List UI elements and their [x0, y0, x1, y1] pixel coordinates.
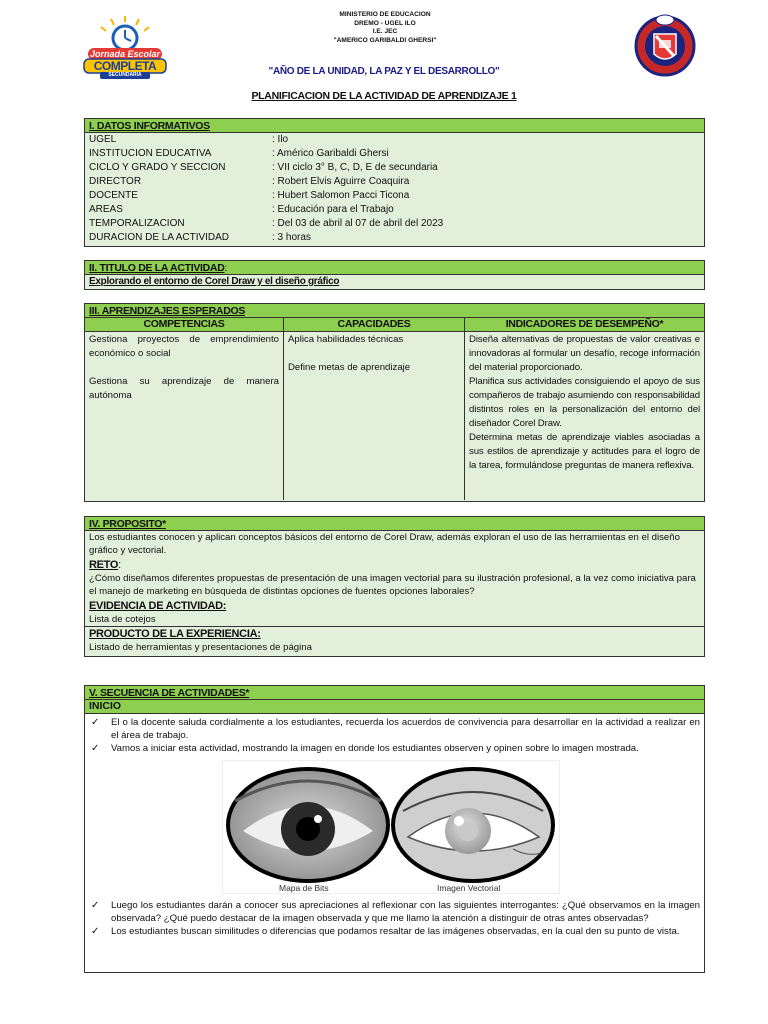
column-header-capacidades: CAPACIDADES [283, 318, 464, 332]
info-label: INSTITUCION EDUCATIVA [89, 148, 212, 159]
learning-table [85, 318, 704, 500]
info-value: : Robert Elvis Aguirre Coaquira [272, 176, 410, 187]
info-value: : Ilo [272, 134, 289, 145]
checkmark-icon: ✓ [91, 717, 100, 728]
producto-label: PRODUCTO DE LA EXPERIENCIA: [89, 628, 261, 641]
proposito-text: Los estudiantes conocen y aplican conceptos básicos del entorno de Corel Draw, además exploran el uso de las herramientas en el diseño gráfico y vectorial. [89, 532, 680, 557]
logo-text-completa: COMPLETA [93, 59, 157, 73]
year-motto: "AÑO DE LA UNIDAD, LA PAZ Y EL DESARROLLO" [268, 66, 500, 77]
info-row [89, 203, 700, 217]
info-row [89, 189, 700, 203]
list-item [85, 925, 704, 938]
info-row [89, 217, 700, 231]
indicador-item: Diseña alternativas de propuestas de valor creativas e innovadoras al formular un desafío, recoge información del material proporcionado. [469, 334, 700, 373]
inicio-subheading: INICIO [85, 700, 704, 714]
institution-header [240, 11, 530, 45]
proposito-body [85, 531, 704, 654]
info-label: DIRECTOR [89, 176, 142, 187]
cell-indicadores [464, 332, 704, 500]
cell-competencias [85, 332, 283, 500]
info-row [89, 231, 700, 245]
info-row [89, 175, 700, 189]
activity-step-text: El o la docente saluda cordialmente a los estudiantes, recuerda los acuerdos de convivencia para desarrollar en la actividad a realizar en el área de trabajo. [111, 717, 700, 742]
info-label: CICLO Y GRADO Y SECCION [89, 162, 226, 173]
evidencia-text: Lista de cotejos [89, 613, 156, 625]
info-label: DOCENTE [89, 190, 138, 201]
section-heading-text: II. TITULO DE LA ACTIVIDAD [89, 262, 225, 274]
info-row [89, 133, 700, 147]
cell-capacidades [283, 332, 464, 500]
section-proposito [84, 516, 705, 657]
section-heading [85, 261, 704, 275]
indicador-item: Determina metas de aprendizaje viables asociadas a sus estilos de aprendizaje y actitudes para el logro de la tarea, formulándose preguntas de manera reflexiva. [469, 432, 700, 471]
vector-eye-icon [391, 767, 555, 883]
competencia-item: Gestiona su aprendizaje de manera autónoma [89, 376, 279, 401]
checkmark-icon: ✓ [91, 899, 100, 911]
section-datos-informativos [84, 118, 705, 247]
header-line-dremo: DREMO - UGEL ILO [354, 19, 416, 27]
competencia-item: Gestiona proyectos de emprendimiento económico o social [89, 334, 279, 359]
activity-step-text: Vamos a iniciar esta actividad, mostrando la imagen en donde los estudiantes observen y opinen sobre lo imagen mostrada. [111, 743, 639, 755]
info-row [89, 147, 700, 161]
info-value: : Hubert Salomon Pacci Ticona [272, 190, 410, 201]
indicador-item: Planifica sus actividades consiguiendo el apoyo de sus compañeros de trabajo asumiendo con responsabilidad distintos roles en la personalización del entorno del diseñador Corel Draw. [469, 376, 700, 429]
section-heading: V. SECUENCIA DE ACTIVIDADES* [85, 686, 704, 700]
section-heading: IV. PROPOSITO* [85, 517, 704, 531]
info-label: DURACION DE LA ACTIVIDAD [89, 232, 230, 243]
bitmap-eye-icon [226, 767, 390, 883]
reto-label-text: RETO [89, 558, 119, 571]
activity-title: Explorando el entorno de Corel Draw y el diseño gráfico [89, 276, 340, 287]
section-titulo-actividad [84, 260, 705, 290]
info-value: : Del 03 de abril al 07 de abril del 2023 [272, 218, 444, 229]
info-label: TEMPORALIZACION [89, 218, 185, 229]
list-item [85, 716, 704, 742]
info-value: : Américo Garibaldi Ghersi [272, 148, 389, 159]
section-heading-suffix: : [224, 262, 228, 274]
checkmark-icon: ✓ [91, 743, 100, 755]
section-heading: I. DATOS INFORMATIVOS [85, 119, 704, 133]
info-label: AREAS [89, 204, 123, 215]
info-value: : VII ciclo 3° B, C, D, E de secundaria [272, 162, 438, 173]
capacidad-item: Define metas de aprendizaje [288, 362, 411, 373]
vector-caption: Imagen Vectorial [437, 882, 501, 893]
reto-label-suffix: : [118, 558, 121, 571]
activity-step-text: Luego los estudiantes darán a conocer sus apreciaciones al reflexionar con las siguientes interrogantes: ¿Qué observamos en la imagen observada? ¿Qué puedo destacar de la imagen observada y que me llamo la atención a distinguir de otras antes observadas? [111, 899, 700, 924]
reto-text: ¿Cómo diseñamos diferentes propuestas de presentación de una imagen vectorial para su ilustración profesional, a la vez como iniciativa para el manejo de marketing en búsqueda de distintas opciones de fuentes opciones laborales? [89, 572, 696, 598]
column-header-competencias: COMPETENCIAS [85, 318, 283, 332]
header-line-ie: I.E. JEC [372, 28, 398, 36]
header-line-ministerio: MINISTERIO DE EDUCACION [339, 11, 431, 18]
list-item [85, 899, 704, 925]
info-value: : Educación para el Trabajo [272, 204, 394, 215]
column-header-indicadores: INDICADORES DE DESEMPEÑO* [464, 318, 704, 332]
info-value: : 3 horas [272, 232, 311, 243]
section-secuencia-actividades [84, 685, 705, 973]
checkmark-icon: ✓ [91, 926, 100, 938]
logo-text-secundaria: SECUNDARIA [108, 72, 142, 78]
section-heading: III. APRENDIZAJES ESPERADOS [85, 304, 704, 318]
bitmap-caption: Mapa de Bits [279, 882, 329, 893]
section-aprendizajes-esperados [84, 303, 705, 502]
activity-step-text: Los estudiantes buscan similitudes o diferencias que podamos resaltar de las imágenes observadas, en la cual den su punto de vista. [111, 926, 680, 938]
list-item [85, 742, 704, 755]
info-list [85, 133, 704, 245]
capacidad-item: Aplica habilidades técnicas [288, 334, 404, 345]
header-line-school: "AMERICO GARIBALDI GHERSI" [333, 36, 437, 44]
info-label: UGEL [89, 134, 117, 145]
info-row [89, 161, 700, 175]
producto-text: Listado de herramientas y presentaciones de página [89, 642, 312, 654]
bitmap-vs-vector-eye-image [222, 760, 560, 894]
reto-label [89, 558, 700, 572]
logo-text-jornada: Jornada Escolar [89, 49, 161, 59]
page-title: PLANIFICACION DE LA ACTIVIDAD DE APRENDIZAJE 1 [251, 90, 517, 102]
evidencia-label: EVIDENCIA DE ACTIVIDAD: [89, 599, 227, 612]
